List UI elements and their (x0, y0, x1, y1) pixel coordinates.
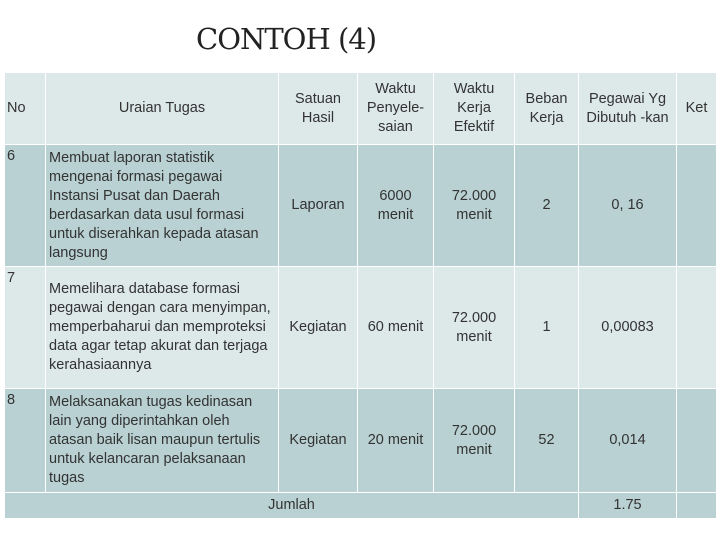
total-row (5, 493, 717, 519)
row-pegawai: 0, 16 (579, 145, 677, 267)
total-ket (677, 493, 717, 519)
header-beban-kerja: Beban Kerja (515, 73, 579, 145)
row-waktu-penyelesaian: 20 menit (358, 389, 434, 493)
table-row (5, 389, 717, 493)
row-beban: 2 (515, 145, 579, 267)
row-satuan: Kegiatan (279, 267, 358, 389)
row-pegawai: 0,00083 (579, 267, 677, 389)
row-no: 8 (5, 389, 46, 493)
header-satuan-hasil: Satuan Hasil (279, 73, 358, 145)
table-row (5, 145, 717, 267)
header-pegawai-dibutuhkan: Pegawai Yg Dibutuh -kan (579, 73, 677, 145)
row-waktu-kerja: 72.000 menit (434, 145, 515, 267)
header-waktu-penyelesaian: Waktu Penyele-saian (358, 73, 434, 145)
total-label: Jumlah (5, 493, 579, 519)
header-waktu-kerja-efektif: Waktu Kerja Efektif (434, 73, 515, 145)
header-ket: Ket (677, 73, 717, 145)
slide-title: CONTOH (4) (196, 22, 377, 56)
row-waktu-kerja: 72.000 menit (434, 389, 515, 493)
table-header-row (5, 73, 717, 145)
row-uraian: Memelihara database formasi pegawai dengan cara menyimpan, memperbaharui dan memproteksi data agar tetap akurat dan terjaga kerahasiaannya (46, 267, 279, 389)
row-no: 7 (5, 267, 46, 389)
row-no: 6 (5, 145, 46, 267)
row-beban: 52 (515, 389, 579, 493)
row-pegawai: 0,014 (579, 389, 677, 493)
row-waktu-penyelesaian: 60 menit (358, 267, 434, 389)
row-uraian: Membuat laporan statistik mengenai formasi pegawai Instansi Pusat dan Daerah berdasarkan data usul formasi untuk diserahkan kepada atasan langsung (46, 145, 279, 267)
row-ket (677, 389, 717, 493)
row-waktu-kerja: 72.000 menit (434, 267, 515, 389)
row-ket (677, 145, 717, 267)
row-uraian: Melaksanakan tugas kedinasan lain yang diperintahkan oleh atasan baik lisan maupun tertulis untuk kelancaran pelaksanaan tugas (46, 389, 279, 493)
row-satuan: Laporan (279, 145, 358, 267)
row-ket (677, 267, 717, 389)
header-uraian-tugas: Uraian Tugas (46, 73, 279, 145)
workload-table (4, 72, 717, 519)
row-waktu-penyelesaian: 6000 menit (358, 145, 434, 267)
header-no: No (5, 73, 46, 145)
table-row (5, 267, 717, 389)
total-value: 1.75 (579, 493, 677, 519)
row-beban: 1 (515, 267, 579, 389)
row-satuan: Kegiatan (279, 389, 358, 493)
